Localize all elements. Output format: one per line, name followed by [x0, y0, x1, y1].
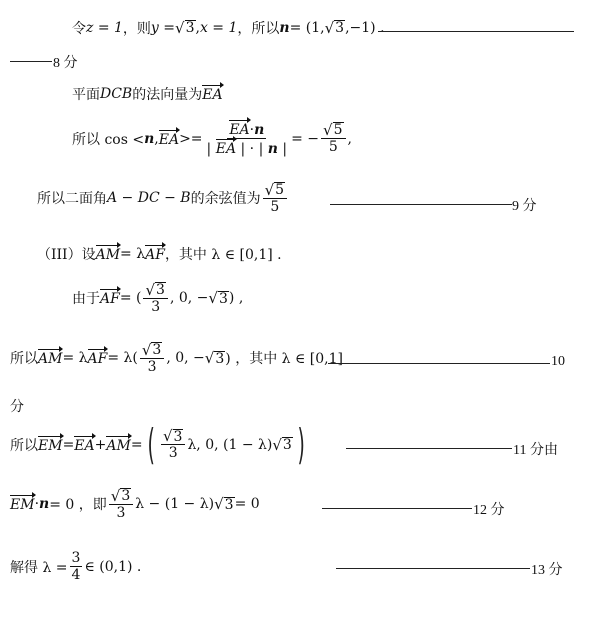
line-em-vector: 所以 EM = EA + AM = ( √ 3 3 λ, 0, (1 − λ) √ 3 ): [10, 420, 305, 469]
fraction: EA · n | EA | · | n |: [206, 122, 288, 158]
line-solve-lambda: 解得 λ = $\frac{3}{4}$ ∈ (0,1) .: [10, 550, 142, 584]
score-rule: [10, 61, 52, 62]
score-rule: [336, 568, 530, 569]
score-rule: [322, 508, 472, 509]
line-set-z: 令 z = 1 ，则 y = √ 3 , x = 1 ，所以 n = (1, √ 3 ,−1) .: [72, 18, 385, 37]
line-af-vector: 由于 AF = ( √ 3 3 , 0, − √ 3 ) ,: [72, 280, 244, 315]
line-am-vector: 所以 AM = λ AF = λ( √ 3 3 , 0, − √ 3 ) ，其中 λ ∈ [0,1]: [10, 340, 343, 375]
fraction: √ 3 3: [161, 429, 185, 462]
score-rule: [378, 31, 574, 32]
score-10-unit: 分: [10, 399, 24, 415]
line-cos: 所以 cos < n , EA >= EA · n | EA | · | n | = − √ 5 5 ,: [72, 120, 352, 158]
score-9: 9 分: [512, 199, 537, 214]
fraction: √ 3 3: [140, 342, 164, 375]
fraction: √ 3 3: [109, 488, 133, 521]
score-8: 8 分: [53, 56, 78, 71]
score-rule: [330, 204, 512, 205]
score-12: 12 分: [473, 503, 505, 518]
sqrt: √ 3: [272, 435, 292, 454]
fraction: √ 5 5: [321, 122, 345, 155]
sqrt: √ 3: [324, 18, 345, 37]
line-dihedral-cos: 所以二面角 A − DC − B 的余弦值为 √ 5 5: [37, 182, 289, 215]
score-rule: [328, 363, 550, 364]
line-em-dot-n: EM · n = 0 ，即 √ 3 3 λ − (1 − λ) √ 3 = 0: [10, 486, 260, 521]
left-paren: (: [147, 420, 155, 469]
fraction: √ 3 3: [143, 282, 167, 315]
score-11: 11 分由: [513, 443, 558, 458]
sqrt: √ 3: [175, 18, 195, 37]
line-part-iii: （III）设 AM = λ AF ，其中 λ ∈ [0,1] .: [37, 246, 282, 263]
score-13: 13 分: [531, 563, 563, 578]
sqrt: √ 3: [204, 349, 225, 368]
fraction: $\frac{3}{4}$: [71, 550, 81, 584]
score-rule: [346, 448, 512, 449]
score-10: 10: [551, 354, 565, 369]
sqrt: √ 3: [214, 495, 234, 514]
sqrt: √ 3: [208, 289, 228, 308]
fraction: √ 5 5: [263, 182, 287, 215]
line-normal-vector: 平面 DCB 的法向量为 EA: [72, 86, 223, 103]
right-paren: ): [297, 420, 305, 469]
